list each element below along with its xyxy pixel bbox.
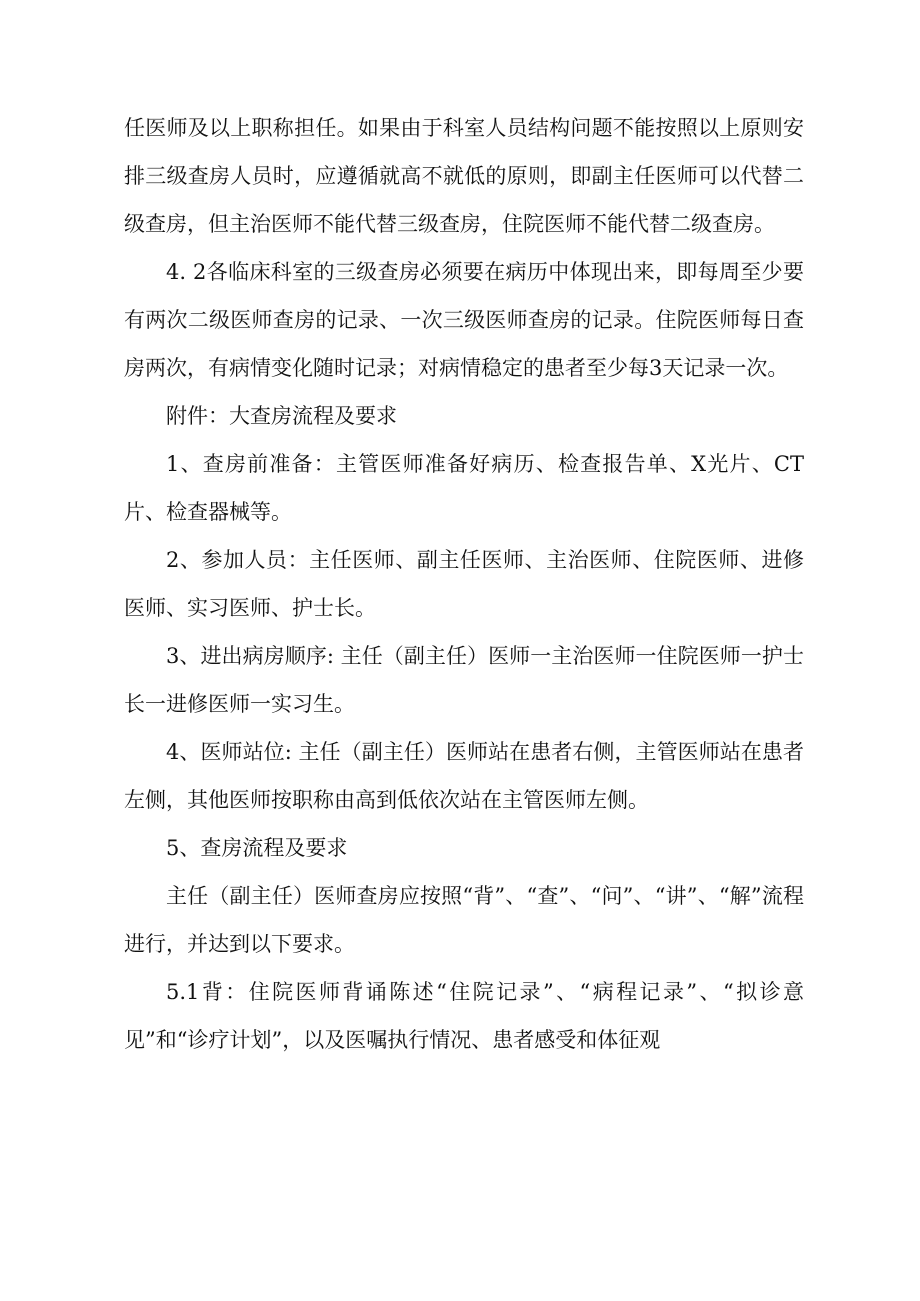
- paragraph-item-5-1: 5.1背：住院医师背诵陈述“住院记录”、“病程记录”、“拟诊意见”和“诊疗计划”，以及医嘱执行情况、患者感受和体征观: [124, 980, 804, 1052]
- paragraph-item-1: 1、查房前准备：主管医师准备好病历、检查报告单、X光片、CT片、检查器械等。: [124, 452, 804, 524]
- paragraph-continuation: 任医师及以上职称担任。如果由于科室人员结构问题不能按照以上原则安排三级查房人员时，应遵循就高不就低的原则，即副主任医师可以代替二级查房，但主治医师不能代替三级查房，住院医师不能代替二级查房。: [124, 116, 804, 236]
- document-body: [124, 104, 804, 1064]
- paragraph-item-5-intro: 主任（副主任）医师查房应按照“背”、“查”、“问”、“讲”、“解”流程进行，并达到以下要求。: [124, 884, 804, 956]
- paragraph-section-4-2: 4. 2各临床科室的三级查房必须要在病历中体现出来，即每周至少要有两次二级医师查房的记录、一次三级医师查房的记录。住院医师每日查房两次，有病情变化随时记录；对病情稳定的患者至少每3天记录一次。: [124, 260, 804, 380]
- paragraph-item-5-heading: 5、查房流程及要求: [166, 836, 348, 860]
- paragraph-item-3: 3、进出病房顺序: 主任（副主任）医师一主治医师一住院医师一护士长一进修医师一实习生。: [124, 644, 804, 716]
- paragraph-item-4: 4、医师站位: 主任（副主任）医师站在患者右侧，主管医师站在患者左侧，其他医师按职称由高到低依次站在主管医师左侧。: [124, 740, 804, 812]
- paragraph-appendix-title: 附件：大查房流程及要求: [166, 404, 397, 428]
- paragraph-item-2: 2、参加人员：主任医师、副主任医师、主治医师、住院医师、进修医师、实习医师、护士长。: [124, 548, 804, 620]
